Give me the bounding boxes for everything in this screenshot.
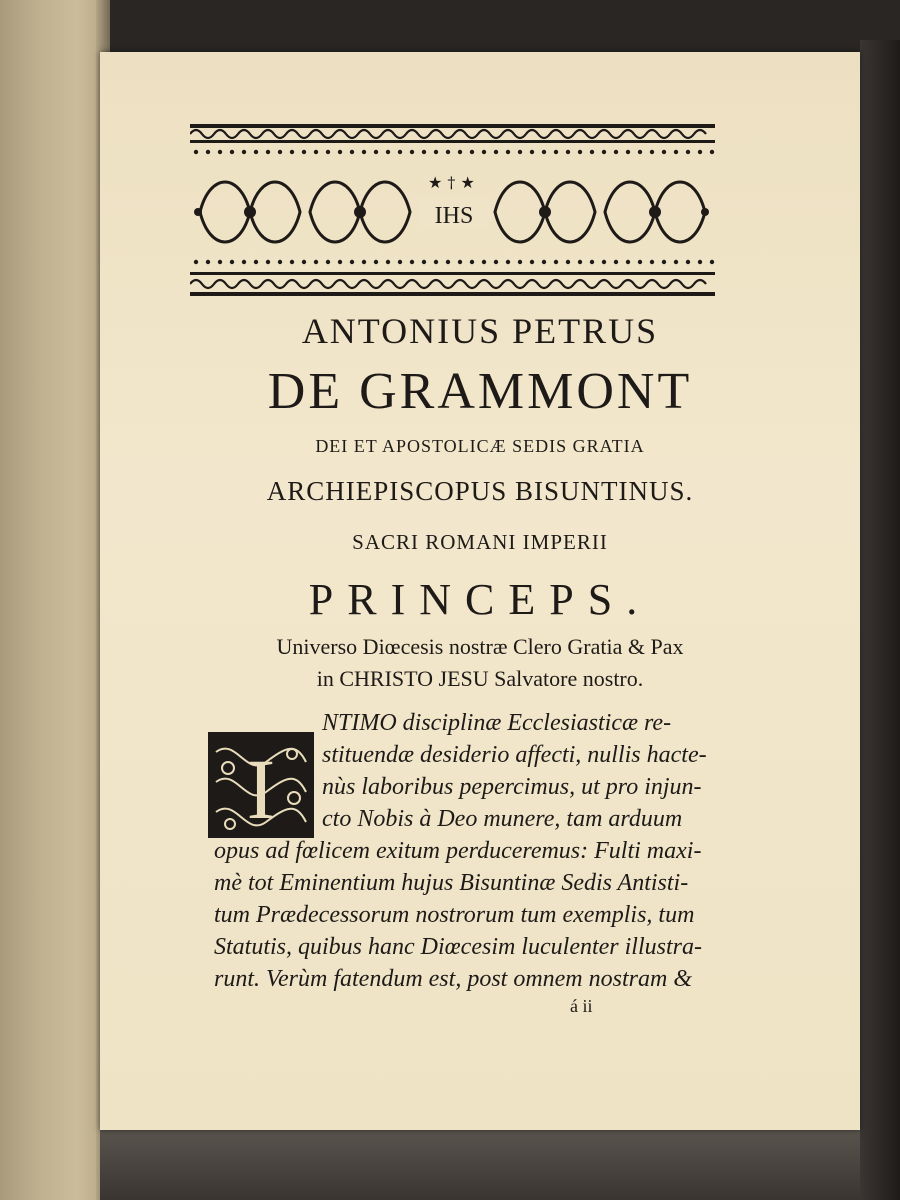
body-line-7: tum Prædecessorum nostrorum tum exemplis, tum [214,902,695,928]
decorated-initial [208,732,314,838]
svg-text:★ † ★: ★ † ★ [428,173,475,192]
headpiece-ornament [190,122,715,298]
title-princeps-line: PRINCEPS. [308,575,652,624]
body-line-2: stituendæ desiderio affecti, nullis hacte- [322,742,707,768]
body-line-8: Statutis, quibus hanc Diœcesim luculenter illustra- [214,934,702,960]
body-line-5: opus ad fœlicem exitum perduceremus: Fulti maxi- [214,838,702,864]
left-page-edge [0,0,110,1200]
ihs-monogram: IHS [434,203,474,229]
title-grace-line: DEI ET APOSTOLICÆ SEDIS GRATIA [315,436,645,456]
title-name-line: ANTONIUS PETRUS [301,311,659,351]
body-line-1: NTIMO disciplinæ Ecclesiasticæ re- [322,710,672,736]
title-surname-line: DE GRAMMONT [267,363,693,420]
printer-signature-mark: á ii [570,996,593,1016]
background-shadow-right [860,40,900,1200]
book-page [100,52,860,1130]
body-line-9: runt. Verùm fatendum est, post omnem nostram & [214,966,692,992]
body-line-3: nùs laboribus pepercimus, ut pro injun- [322,774,702,800]
initial-letter: I [246,741,276,837]
background-shadow-bottom [100,1130,860,1200]
title-archbishop-line: ARCHIEPISCOPUS BISUNTINUS. [266,476,694,506]
title-empire-line: SACRI ROMANI IMPERII [352,530,608,554]
address-line-1: Universo Diœcesis nostræ Clero Gratia & Pax [276,634,684,659]
body-line-4: cto Nobis à Deo munere, tam arduum [322,806,683,832]
body-line-6: mè tot Eminentium hujus Bisuntinæ Sedis Antisti- [214,870,689,896]
address-line-2: in CHRISTO JESU Salvatore nostro. [316,666,644,691]
